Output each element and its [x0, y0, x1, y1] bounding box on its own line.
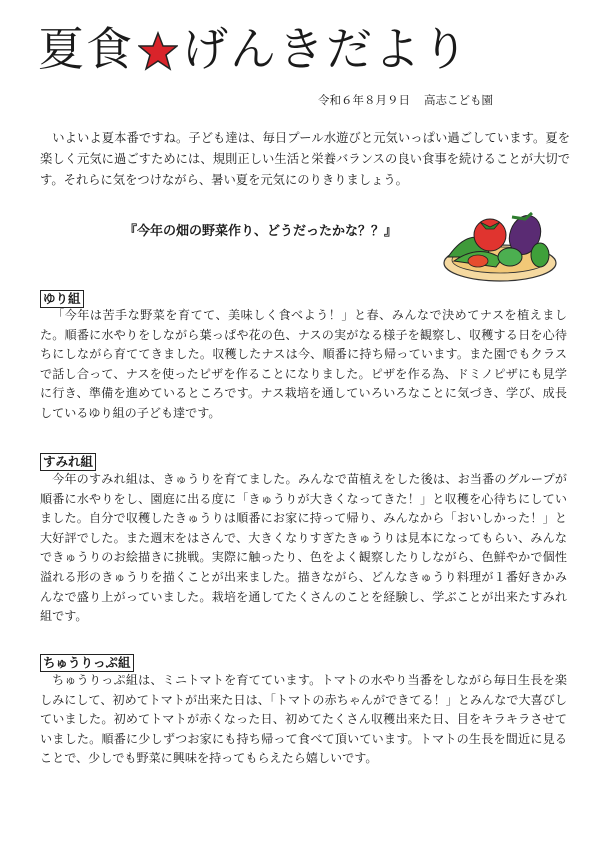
- class-label-sumire: すみれ組: [40, 453, 96, 471]
- class-label-yuri: ゆり組: [40, 290, 84, 308]
- class-label-tulip: ちゅうりっぷ組: [40, 654, 134, 672]
- title-part1: 夏食: [38, 22, 134, 76]
- class-text-yuri: [40, 306, 567, 424]
- intro-text: いよいよ夏本番ですね。子ども達は、毎日プール水遊びと元気いっぱい過ごしています。夏を楽しく元気に過ごすためには、規則正しい生活と栄養バランスの良い食事を続けることが大切です。それらに気をつけながら、暑い夏を元気にのりきりましょう。: [40, 131, 570, 187]
- dateline: [318, 92, 493, 108]
- title-part2: げんきだより: [182, 22, 470, 76]
- class-text-sumire: [40, 470, 567, 627]
- intro-paragraph: [40, 128, 570, 191]
- class-paragraph-tulip: ちゅうりっぷ組は、ミニトマトを育てています。トマトの水やり当番をしながら毎日生長を楽しみにして、初めてトマトが出来た日は、「トマトの赤ちゃんができてる！」とみんなで大喜びしていました。初めてトマトが赤くなった日、初めてたくさん収穫出来た日、目をキラキラさせていました。順番に少しずつお家にも持ち帰って食べて頂いています。トマトの生長を間近に見ることで、少しでも野菜に興味を持ってもらえたら嬉しいです。: [40, 673, 567, 766]
- class-paragraph-yuri: 「今年は苦手な野菜を育てて、美味しく食べよう！」と春、みんなで決めてナスを植えました。順番に水やりをしながら葉っぱや花の色、ナスの実がなる様子を観察し、収穫する日を心待ちにしながら育ててきました。収穫したナスは今、順番に持ち帰っています。また園でもクラスで話し合って、ナスを使ったピザを作ることになりました。ピザを作る為、ドミノピザにも見学に行き、準備を進めているところです。ナス栽培を通していろいろなことに気づき、学び、成長しているゆり組の子ども達です。: [40, 308, 567, 420]
- section-headline: 『今年の畑の野菜作り、どうだったかな？？』: [124, 224, 398, 239]
- class-text-tulip: [40, 671, 567, 769]
- issue-date: 令和６年８月９日: [318, 93, 410, 107]
- organization-name: 高志こども園: [424, 93, 493, 107]
- star-icon: [138, 20, 178, 90]
- class-paragraph-sumire: 今年のすみれ組は、きゅうりを育てました。みんなで苗植えをした後は、お当番のグループが順番に水やりをし、園庭に出る度に「きゅうりが大きくなってきた！」と収穫を心待ちにしていました。自分で収穫したきゅうりは順番にお家に持って帰り、みんなから「おいしかった！」と大好評でした。また週末をはさんで、大きくなりすぎたきゅうりは見本になってもらい、みんなできゅうりのお絵描きに挑戦。実際に触ったり、色をよく観察したりしながら、色鮮やかで個性溢れる形のきゅうりを描くことが出来ました。描きながら、どんなきゅうり料理が１番好きかみんなで盛り上がっていました。栽培を通してたくさんのことを経験し、学ぶことが出来たすみれ組です。: [40, 472, 567, 624]
- vegetable-basket-illustration: [440, 205, 560, 289]
- newsletter-title: [38, 14, 578, 84]
